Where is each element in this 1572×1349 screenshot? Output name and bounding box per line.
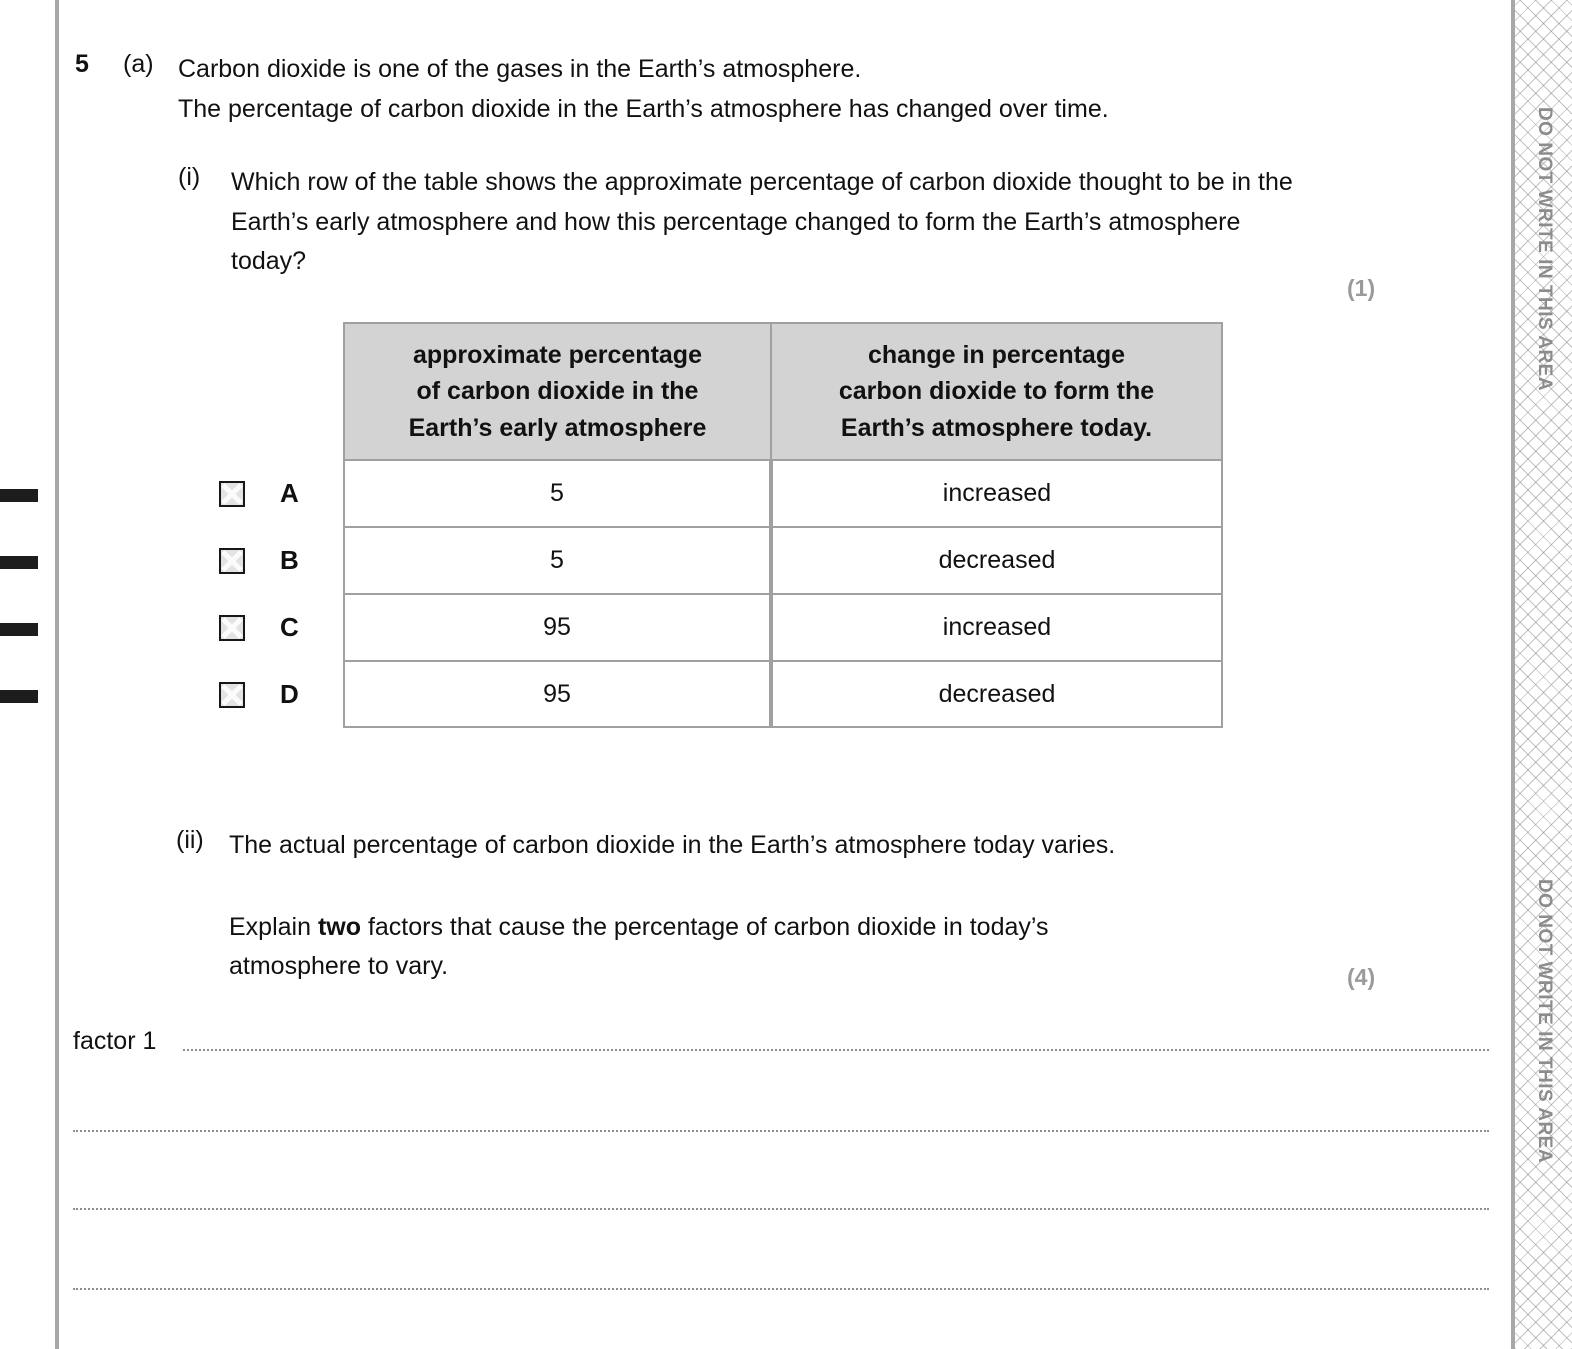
- header-spacer: [163, 322, 343, 460]
- mcq-table: [163, 322, 1183, 728]
- cell-change: decreased: [771, 661, 1223, 728]
- cell-change: increased: [771, 594, 1223, 661]
- header-line: carbon dioxide to form the: [838, 377, 1155, 406]
- registration-mark: [0, 690, 38, 703]
- option-selector-a[interactable]: [163, 460, 343, 527]
- part-ii-line-2: [229, 908, 1115, 948]
- answer-line[interactable]: [73, 1128, 1489, 1132]
- cell-percentage: 5: [343, 460, 771, 527]
- do-not-write-label: DO NOT WRITE IN THIS AREA: [1533, 878, 1555, 1164]
- table-row: [163, 661, 1183, 728]
- cell-change: decreased: [771, 527, 1223, 594]
- answer-line[interactable]: [73, 1286, 1489, 1290]
- checkbox-icon[interactable]: [219, 615, 245, 641]
- do-not-write-area: [1515, 0, 1572, 1349]
- registration-mark: [0, 623, 38, 636]
- answer-line[interactable]: [183, 1047, 1489, 1051]
- registration-mark: [0, 489, 38, 502]
- explain-suffix: factors that cause the percentage of carbon dioxide in today’s: [361, 912, 1049, 941]
- marks-part-i: (1): [1347, 275, 1376, 301]
- option-selector-b[interactable]: [163, 527, 343, 594]
- question-part-label: (a): [123, 50, 154, 78]
- marks-part-ii: (4): [1347, 964, 1376, 990]
- registration-mark: [0, 556, 38, 569]
- option-selector-c[interactable]: [163, 594, 343, 661]
- header-line: Earth’s atmosphere today.: [840, 413, 1153, 442]
- option-letter: A: [280, 478, 299, 508]
- cell-change: increased: [771, 460, 1223, 527]
- checkbox-icon[interactable]: [219, 481, 245, 507]
- part-ii-text: [229, 826, 1115, 987]
- option-letter: B: [280, 545, 299, 575]
- part-i-label: (i): [178, 163, 201, 191]
- stem-line-1: Carbon dioxide is one of the gases in the Earth’s atmosphere.: [178, 55, 862, 83]
- question-content: [59, 0, 1511, 1349]
- question-stem-text: [178, 50, 1109, 129]
- answer-line[interactable]: [73, 1206, 1489, 1210]
- header-line: Earth’s early atmosphere: [408, 413, 707, 442]
- stem-line-2: The percentage of carbon dioxide in the Earth’s atmosphere has changed over time.: [178, 94, 1109, 123]
- option-selector-d[interactable]: [163, 661, 343, 728]
- cell-percentage: 5: [343, 527, 771, 594]
- header-line: of carbon dioxide in the: [416, 377, 699, 406]
- table-row: [163, 460, 1183, 527]
- table-row: [163, 594, 1183, 661]
- option-letter: D: [280, 679, 299, 709]
- checkbox-icon[interactable]: [219, 682, 245, 708]
- column-header-percentage: [343, 322, 771, 460]
- do-not-write-label: DO NOT WRITE IN THIS AREA: [1533, 106, 1555, 392]
- header-line: approximate percentage: [412, 341, 702, 370]
- cell-percentage: 95: [343, 661, 771, 728]
- part-ii: [176, 826, 1376, 987]
- cell-percentage: 95: [343, 594, 771, 661]
- explain-prefix: Explain: [229, 912, 318, 941]
- part-ii-line-3: atmosphere to vary.: [229, 952, 449, 980]
- part-i: [178, 163, 1308, 282]
- question-stem: [75, 50, 1375, 129]
- header-line: change in percentage: [867, 341, 1125, 370]
- option-letter: C: [280, 612, 299, 642]
- question-number: 5: [75, 50, 89, 78]
- table-header-row: [163, 322, 1183, 460]
- part-ii-line-1: The actual percentage of carbon dioxide in the Earth’s atmosphere today varies.: [229, 831, 1116, 859]
- part-ii-label: (ii): [176, 826, 204, 854]
- checkbox-icon[interactable]: [219, 548, 245, 574]
- explain-emphasis: two: [317, 912, 361, 941]
- column-header-change: [771, 322, 1223, 460]
- table-row: [163, 527, 1183, 594]
- factor-1-label: factor 1: [73, 1027, 157, 1055]
- part-i-text: Which row of the table shows the approximate percentage of carbon dioxide thought to be in the Earth’s early atmosphere and how this percentage changed to form the Earth’s atmosphere today?: [231, 168, 1293, 275]
